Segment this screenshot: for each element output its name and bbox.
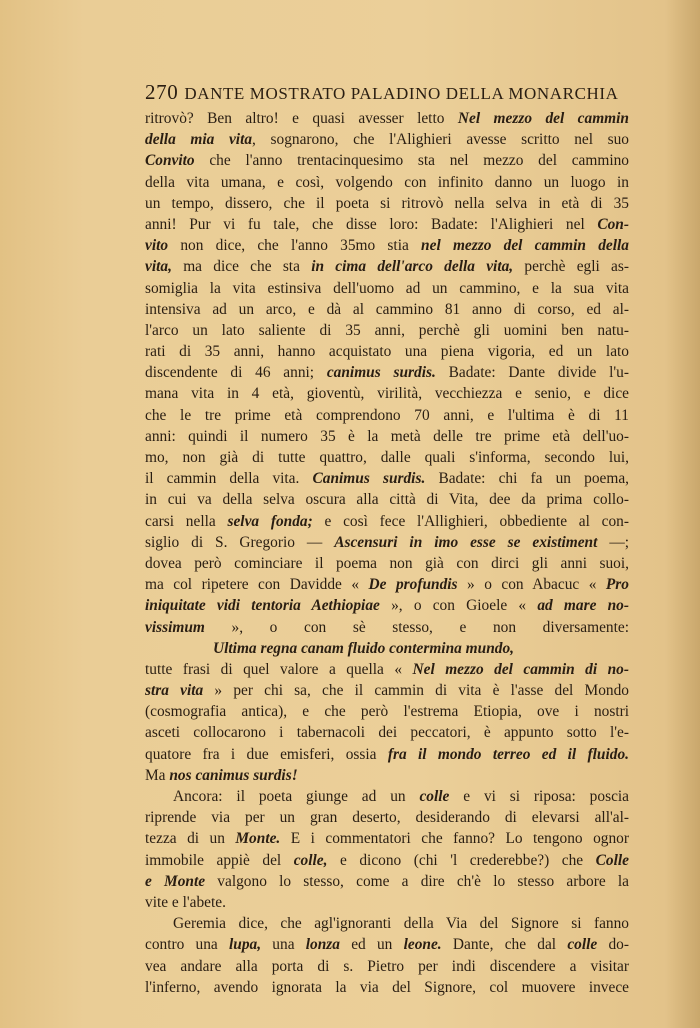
text-line [145,511,629,532]
text-segment: che le tre prime età comprendono 70 anni, e l'ultima è di 11 [145,406,629,424]
text-line [145,680,629,701]
text-line [145,341,629,362]
text-segment: intensiva ad un arco, e dà al cammino 81 anno di corso, ed al- [145,300,629,318]
italic-segment: Ascensuri in imo esse se existiment [334,533,598,551]
text-line [145,532,629,553]
text-segment: E i commentatori che fanno? Lo tengono ognor [280,830,629,848]
text-segment: dovea però cominciare il poema non già con dirci gli anni suoi, [145,554,629,572]
italic-segment: Monte. [235,830,281,848]
text-line [145,574,629,595]
italic-segment: colle, [293,851,328,869]
text-segment: Badate: Dante divide l'u- [435,364,629,382]
running-header [145,80,645,105]
text-segment: » per chi sa, che il cammin di vita è l'asse del Mondo [203,682,629,700]
italic-segment: iniquitate vidi tentoria Aethiopiae [145,597,380,615]
text-line [145,320,629,341]
text-line [145,659,629,680]
text-segment: non dice, che l'anno 35mo stia [168,237,422,255]
text-line [145,426,629,447]
italic-segment: Nel mezzo del cammin [457,110,629,127]
text-segment: rati di 35 anni, hanno acquistato una piena vigoria, ed un lato [145,343,629,361]
text-segment: ritrovò? Ben altro! e quasi avesser letto [145,110,458,127]
text-segment: Geremia dice, che agl'ignoranti della Via del Signore si fanno [173,915,629,933]
page-number: 270 [145,80,179,104]
text-line [145,278,629,299]
text-segment: siglio di S. Gregorio — [145,533,335,551]
text-segment: » o con Abacuc « [457,576,606,594]
text-line [145,934,629,955]
text-line [145,129,629,150]
text-segment: immobile appiè del [145,851,294,869]
text-segment: do- [597,936,629,954]
text-segment: e dicono (chi 'l crederebbe?) che [327,851,596,869]
text-segment: l'inferno, avendo ignorata la via del Signore, col muovere invece [145,978,629,996]
text-line [145,638,629,659]
text-segment: un tempo, dissero, che il poeta si ritrovò nella selva in età di 35 [145,194,629,212]
text-segment: », o con sè stesso, e non diversamente: [204,618,629,636]
text-line [145,193,629,214]
italic-segment: colle [419,788,450,805]
text-segment: quatore fra i due emisferi, ossia [145,745,388,763]
text-segment: Badate: chi fa un poema, [425,470,629,488]
body-text [145,108,629,998]
text-segment: (cosmografia antica), e che però l'estrema Etiopia, ove i nostri [145,703,629,721]
italic-segment: vissimum [145,618,205,636]
italic-segment: Colle [595,851,629,869]
text-line [145,214,629,235]
text-segment: contro una [145,936,229,954]
text-line [145,172,629,193]
text-segment: vite e l'abete. [145,893,226,911]
text-segment: riprende via per un gran deserto, desiderando di elevarsi all'al- [145,809,629,827]
text-segment: anni! Pur vi fu tale, che disse loro: Badate: l'Alighieri nel [145,215,598,233]
italic-segment: fra il mondo terreo ed il fluido. [387,745,629,763]
text-segment: tutte frasi di quel valore a quella « [145,660,413,678]
italic-segment: nel mezzo del cammin della [421,237,629,255]
text-line [145,786,629,807]
text-segment: e vi si riposa: poscia [449,788,629,805]
italic-segment: canimus surdis. [326,364,436,382]
text-segment: mana vita in 4 età, gioventù, virilità, vecchiezza e senio, e dice [145,385,629,403]
text-line [145,722,629,743]
italic-segment: Convito [145,152,195,170]
italic-segment: ad mare no- [537,597,629,615]
text-line [145,617,629,638]
italic-segment: leone. [403,936,442,954]
text-line [145,595,629,616]
text-segment: ed un [339,936,404,954]
italic-segment: selva fonda; [227,512,313,530]
text-line [145,765,629,786]
text-segment: in cui va della selva oscura alla città di Vita, dee da prima collo- [145,491,629,509]
text-segment: una [261,936,306,954]
text-segment: della vita umana, e così, volgendo con infinito danno un luogo in [145,173,629,191]
italic-segment: e Monte [145,872,206,890]
text-segment: mo, non già di tutte quattro, dalle quali s'informa, secondo lui, [145,449,629,466]
italic-segment: stra vita [145,682,204,700]
text-line [145,299,629,320]
italic-segment: Ultima regna canam fluido contermina mundo, [213,639,515,657]
italic-segment: Con- [597,215,629,233]
text-line [145,447,629,468]
text-line [145,235,629,256]
text-segment: vea andare alla porta di s. Pietro per indi discendere a visitar [145,957,629,975]
text-segment: valgono lo stesso, come a dire ch'è lo stesso arbore la [205,872,629,890]
text-segment: , sognarono, che l'Alighieri avesse scritto nel suo [252,131,629,149]
italic-segment: colle [567,936,598,954]
italic-segment: vito [145,237,169,255]
text-line [145,913,629,934]
text-line [145,892,629,913]
text-line [145,150,629,171]
text-segment: carsi nella [145,512,228,530]
text-segment: Ancora: il poeta giunge ad un [173,788,420,805]
text-line [145,405,629,426]
text-line [145,744,629,765]
text-line [145,362,629,383]
text-segment: asceti collocarono i tabernacoli dei peccatori, è appunto sotto l'e- [145,724,629,742]
text-line [145,553,629,574]
text-segment: somiglia la vita estinsiva dell'uomo ad un cammino, e la sua vita [145,279,629,297]
italic-segment: vita, [145,258,172,276]
text-segment: discendente di 46 anni; [145,364,327,382]
text-line [145,108,629,129]
text-segment: Dante, che dal [441,936,568,954]
italic-segment: Canimus surdis. [312,470,426,488]
text-line [145,468,629,489]
italic-segment: Pro [605,576,629,594]
italic-segment: Nel mezzo del cammin di no- [412,660,629,678]
text-segment: tezza di un [145,830,236,848]
text-line [145,383,629,404]
text-segment: l'arco un lato saliente di 35 anni, perchè gli uomini ben natu- [145,321,629,339]
text-line [145,256,629,277]
text-segment: ma col ripetere con Davidde « [145,576,369,594]
text-segment: e così fece l'Allighieri, obbediente al con- [312,512,629,530]
text-segment: », o con Gioele « [379,597,538,615]
italic-segment: lonza [305,936,340,954]
text-line [145,977,629,998]
text-segment: che l'anno trentacinquesimo sta nel mezzo del cammino [194,152,629,170]
text-segment: anni: quindi il numero 35 è la metà delle tre prime età dell'uo- [145,427,629,445]
text-segment: il cammin della vita. [145,470,313,488]
italic-segment: in cima dell'arco della vita, [311,258,514,276]
running-title: DANTE MOSTRATO PALADINO DELLA MONARCHIA [184,84,619,103]
text-segment: Ma [145,766,170,784]
text-segment: perchè egli as- [513,258,629,276]
text-line [145,828,629,849]
italic-segment: della mia vita [145,131,253,149]
text-line [145,871,629,892]
text-segment: —; [597,533,629,551]
text-line [145,489,629,510]
italic-segment: lupa, [229,936,262,954]
text-segment: ma dice che sta [171,258,312,276]
text-line [145,701,629,722]
text-line [145,850,629,871]
text-line [145,807,629,828]
italic-segment: nos canimus surdis! [169,766,298,784]
italic-segment: De profundis [368,576,458,594]
text-line [145,956,629,977]
